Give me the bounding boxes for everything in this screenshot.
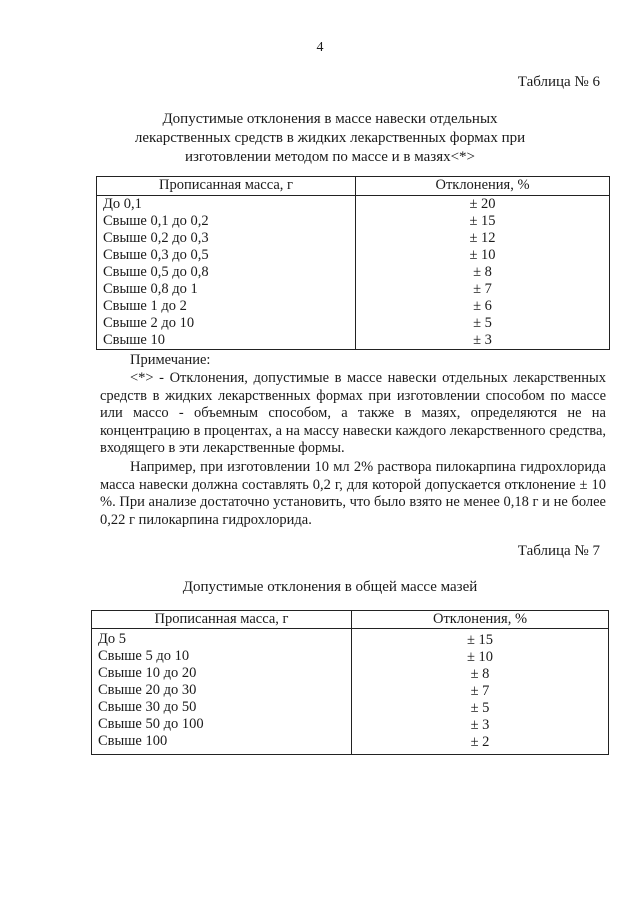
table6-label: Таблица № 6 [517, 74, 600, 90]
deviation-column [352, 629, 609, 755]
deviation-cell: ± 20 [469, 196, 496, 212]
table6-header-deviation: Отклонения, % [356, 177, 610, 196]
mass-cell: Свыше 0,2 до 0,3 [97, 230, 356, 247]
deviation-cell: ± 2 [470, 734, 490, 750]
table-row [97, 196, 610, 214]
table-row [97, 213, 610, 230]
deviation-cell: ± 5 [473, 315, 492, 331]
deviation-cell: ± 7 [470, 683, 490, 699]
deviation-cell: ± 3 [470, 717, 490, 733]
page-number: 4 [316, 40, 324, 55]
table6 [96, 176, 610, 350]
deviation-cell: ± 8 [473, 264, 492, 280]
table-row [97, 230, 610, 247]
deviation-cell: ± 6 [473, 298, 492, 314]
deviation-cell: ± 15 [466, 632, 494, 648]
example-paragraph [100, 459, 606, 529]
deviation-cell: ± 10 [469, 247, 496, 263]
mass-cell: Свыше 50 до 100 [98, 716, 204, 732]
table6-caption-line: лекарственных средств в жидких лекарственных формах при [134, 130, 526, 146]
deviation-cell: ± 3 [473, 332, 492, 348]
deviation-cell: ± 15 [469, 213, 496, 229]
mass-cell: Свыше 5 до 10 [98, 648, 190, 664]
mass-cell: До 5 [98, 631, 127, 647]
mass-cell: Свыше 0,8 до 1 [97, 281, 356, 298]
mass-cell: Свыше 0,5 до 0,8 [97, 264, 356, 281]
mass-cell: Свыше 1 до 2 [97, 298, 356, 315]
table-row [97, 332, 610, 350]
deviation-cell: ± 5 [470, 700, 490, 716]
table-row [97, 315, 610, 332]
table7-caption: Допустимые отклонения в общей массе мазей [182, 579, 478, 595]
deviation-cell: ± 8 [470, 666, 490, 682]
table7-label: Таблица № 7 [517, 543, 600, 559]
deviation-cell: ± 10 [466, 649, 494, 665]
deviation-cell: ± 12 [469, 230, 496, 246]
table-row [97, 264, 610, 281]
table-row [97, 298, 610, 315]
mass-cell: Свыше 20 до 30 [98, 682, 197, 698]
mass-cell: Свыше 2 до 10 [97, 315, 356, 332]
note-paragraph [100, 370, 606, 458]
table-row [97, 247, 610, 264]
note-paragraph-text: <*> - Отклонения, допустимые в массе навески отдельных лекарственных средств в жидких лекарственных формах при изготовлении способом по массе или массо - объемным способом, а также в мазях, определяются не на концентрацию в процентах, а на массу навески каждого лекарственного средства, входящего в эти лекарственные формы. [100, 370, 606, 457]
table-row [97, 281, 610, 298]
mass-cell: Свыше 0,3 до 0,5 [97, 247, 356, 264]
mass-cell: Свыше 10 до 20 [98, 665, 197, 681]
table6-caption-line: изготовлении методом по массе и в мазях<*> [184, 149, 476, 165]
table6-header-mass: Прописанная масса, г [97, 177, 356, 196]
example-paragraph-text: Например, при изготовлении 10 мл 2% раствора пилокарпина гидрохлорида масса навески должна составлять 0,2 г, для которой допускается отклонение ± 10 %. При анализе достаточно установить, что было взято не менее 0,18 г и не более 0,22 г пилокарпина гидрохлорида. [100, 459, 606, 528]
note-heading: Примечание: [130, 352, 211, 368]
mass-cell: Свыше 10 [97, 332, 356, 350]
mass-cell: Свыше 0,1 до 0,2 [97, 213, 356, 230]
table7 [91, 610, 609, 755]
mass-column [92, 629, 352, 755]
table6-caption [100, 110, 560, 167]
table-row [92, 629, 609, 755]
table7-header-deviation: Отклонения, % [352, 611, 609, 629]
table6-caption-line: Допустимые отклонения в массе навески отдельных [162, 111, 498, 127]
mass-cell: Свыше 100 [98, 733, 168, 749]
deviation-cell: ± 7 [473, 281, 492, 297]
mass-cell: Свыше 30 до 50 [98, 699, 197, 715]
mass-cell: До 0,1 [97, 196, 356, 214]
table7-header-mass: Прописанная масса, г [92, 611, 352, 629]
